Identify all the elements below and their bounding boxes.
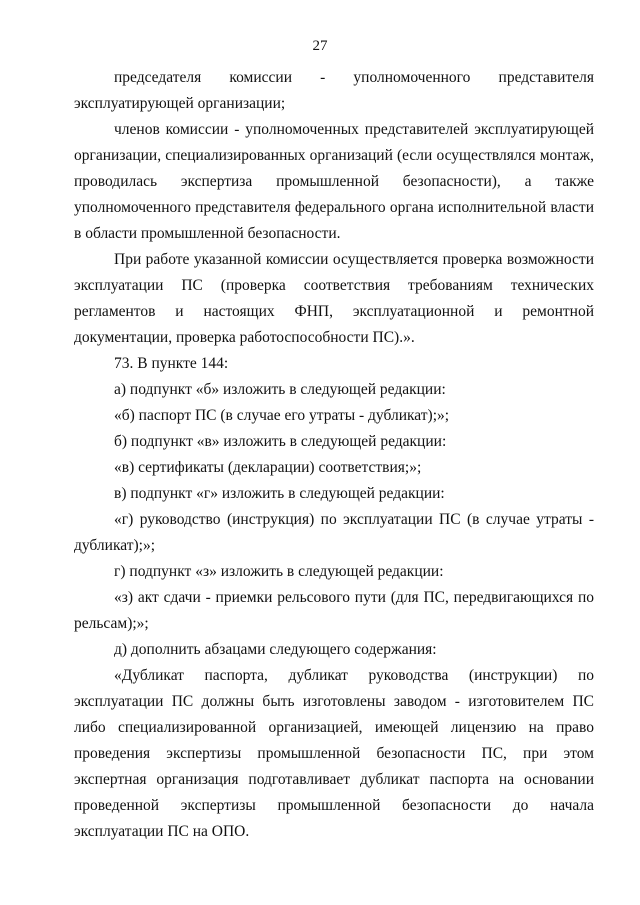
paragraph: «в) сертификаты (декларации) соответствия;»; (114, 459, 422, 476)
paragraph: «Дубликат паспорта, дубликат руководства (инструкции) по эксплуатации ПС должны быть изготовлены заводом - изготовителем ПС либо специализированной организацией, имеющей лицензию на право проведения экспертизы промышленной безопасности ПС, при этом экспертная организация подготавливает дубликат паспорта на основании проведенной экспертизы промышленной безопасности до начала эксплуатации ПС на ОПО. (74, 667, 594, 840)
paragraph: а) подпункт «б» изложить в следующей редакции: (114, 381, 446, 398)
paragraph: При работе указанной комиссии осуществляется проверка возможности эксплуатации ПС (проверка соответствия требованиям технических регламентов и настоящих ФНП, эксплуатационной и ремонтной документации, проверка работоспособности ПС).». (74, 251, 594, 346)
paragraph: 73. В пункте 144: (114, 355, 229, 372)
paragraph: членов комиссии - уполномоченных представителей эксплуатирующей организации, специализированных организаций (если осуществлялся монтаж, проводилась экспертиза промышленной безопасности), а также уполномоченного представителя федерального органа исполнительной власти в области промышленной безопасности. (74, 121, 594, 242)
paragraph: в) подпункт «г» изложить в следующей редакции: (114, 485, 445, 502)
paragraph: «з) акт сдачи - приемки рельсового пути (для ПС, передвигающихся по рельсам);»; (74, 589, 594, 632)
document-body (74, 65, 594, 845)
paragraph: «б) паспорт ПС (в случае его утраты - дубликат);»; (114, 407, 450, 424)
paragraph: г) подпункт «з» изложить в следующей редакции: (114, 563, 444, 580)
paragraph: председателя комиссии - уполномоченного представителя эксплуатирующей организации; (74, 69, 594, 112)
paragraph: «г) руководство (инструкция) по эксплуатации ПС (в случае утраты - дубликат);»; (74, 511, 594, 554)
paragraph: д) дополнить абзацами следующего содержания: (114, 641, 437, 658)
page-number: 27 (312, 38, 328, 54)
paragraph: б) подпункт «в» изложить в следующей редакции: (114, 433, 447, 450)
